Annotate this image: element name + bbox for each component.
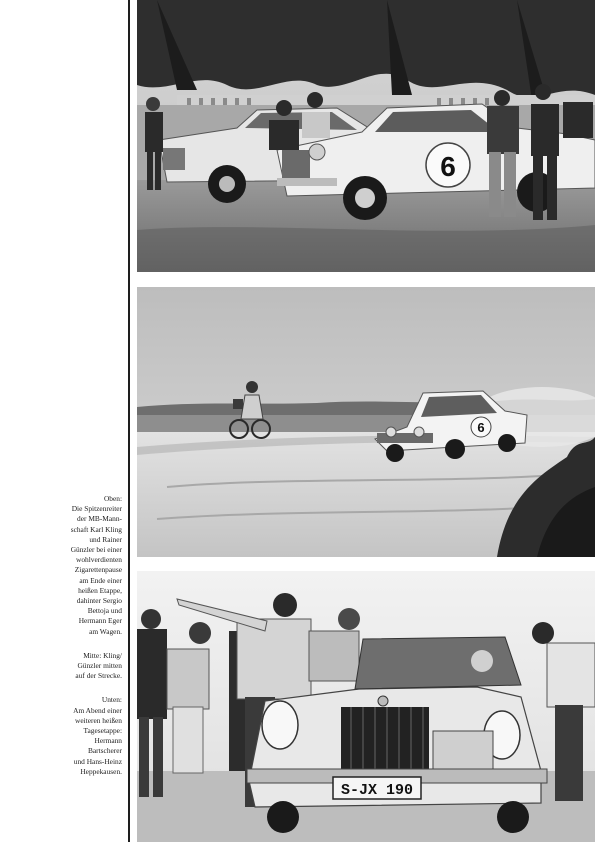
margin-rule [128,0,130,842]
photo-middle-car-on-track [137,287,595,557]
caption-column [0,494,122,791]
license-plate: S-JX 190 [340,782,414,799]
caption-top: Oben: Die Spitzenreiter der MB-Mann- schaft Karl Kling und Rainer Günzler bei einer wohlverdienten Zigarettenpause am Ende einer heißen Etappe, dahinter Sergio Bettoja und Hermann Eger am Wagen. [70,494,122,636]
photo-bottom-evening-stage [137,571,595,842]
caption-middle: Mitte: Kling/ Günzler mitten auf der Strecke. [75,650,122,681]
car-number-middle: 6 [477,420,485,435]
car-number-top: 6 [440,151,456,182]
caption-bottom: Unten: Am Abend einer weiteren heißen Tagesetappe: Hermann Bartscherer und Hans-Heinz Heppekausen. [73,695,122,776]
photo-top-rally-team-break [137,0,595,272]
